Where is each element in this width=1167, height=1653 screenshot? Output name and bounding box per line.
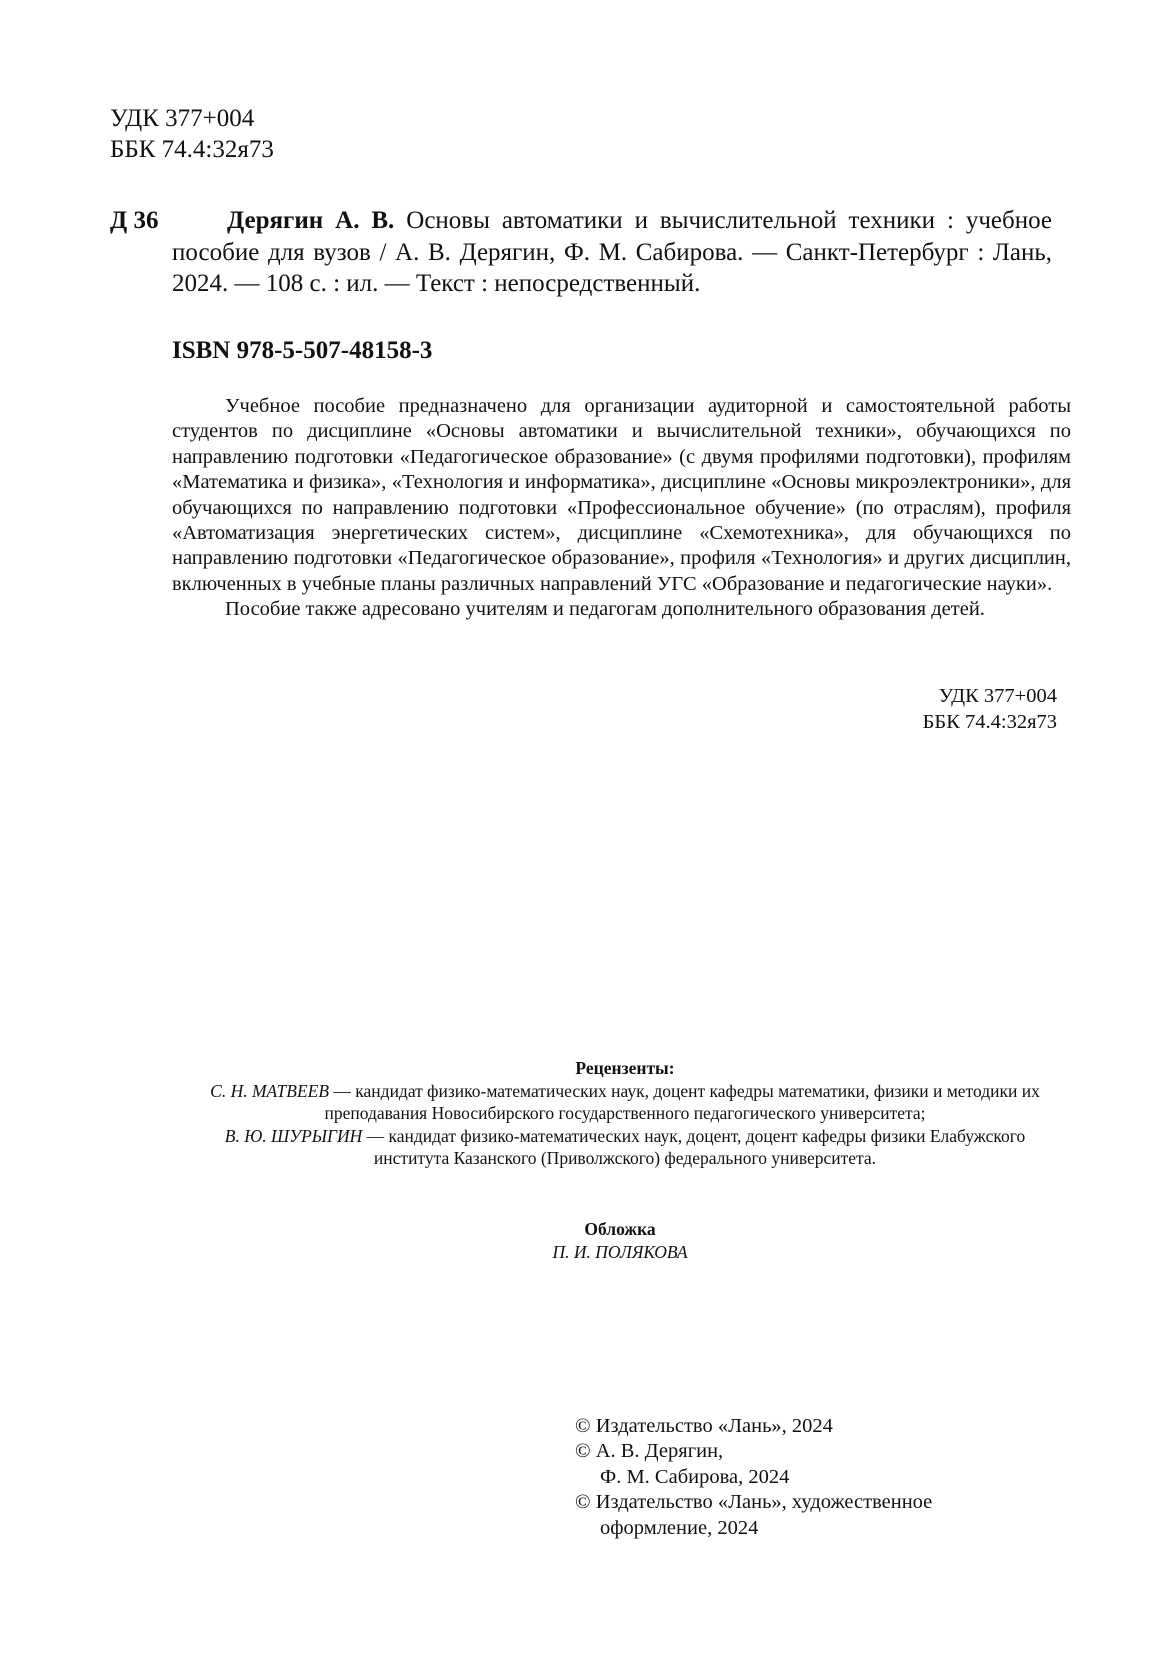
citation-text: Основы автоматики и вычислительной техники : учебное пособие для вузов / А. В. Дерягин, Ф. М. Сабирова. — Санкт-Петербург : Лань, 2024. — 108 с. : ил. — Текст : непосредственный.	[172, 207, 1053, 297]
abstract	[172, 394, 1071, 623]
bbk-code: ББК 74.4:32я73	[922, 710, 1057, 733]
reviewer-name: С. Н. МАТВЕЕВ	[210, 1080, 330, 1101]
bbk-code: ББК 74.4:32я73	[110, 136, 274, 163]
reviewer-entry	[200, 1080, 1050, 1125]
copyright-block	[575, 1414, 995, 1541]
copyright-line: © А. В. Дерягин,	[575, 1440, 724, 1463]
footer-classification-codes	[700, 684, 1057, 735]
udk-code: УДК 377+004	[110, 105, 255, 132]
copyright-line: Ф. М. Сабирова, 2024	[600, 1465, 790, 1488]
cover-credit	[420, 1218, 820, 1263]
isbn: ISBN 978-5-507-48158-3	[172, 337, 433, 364]
abstract-paragraph: Пособие также адресовано учителям и педагогам дополнительного образования детей.	[225, 598, 985, 621]
reviewer-name: В. Ю. ШУРЫГИН	[224, 1125, 363, 1146]
citation-author: Дерягин А. В.	[227, 207, 395, 234]
copyright-line: © Издательство «Лань», 2024	[575, 1415, 833, 1437]
reviewers-heading: Рецензенты:	[575, 1058, 675, 1078]
cover-designer-name: П. И. ПОЛЯКОВА	[552, 1241, 688, 1262]
abstract-paragraph: Учебное пособие предназначено для организации аудиторной и самостоятельной работы студентов по дисциплине «Основы автоматики и вычислительной техники», обучающихся по направлению подготовки «Педагогическое образование» (с двумя профилями подготовки), профилям «Математика и физика», «Технология и информатика», дисциплине «Основы микроэлектроники», для обучающихся по направлению подготовки «Профессиональное обучение» (по отраслям), профиля «Автоматизация энергетических систем», дисциплине «Схемотехника», для обучающихся по направлению подготовки «Педагогическое образование», профиля «Технология» и других дисциплин, включенных в учебные планы различных направлений УГС «Образование и педагогические науки».	[172, 395, 1071, 595]
bibliographic-citation	[172, 205, 1052, 300]
author-mark: Д 36	[110, 207, 159, 234]
cover-heading: Обложка	[584, 1219, 656, 1239]
copyright-line: оформление, 2024	[600, 1516, 759, 1539]
reviewer-description: — кандидат физико-математических наук, доцент, доцент кафедры физики Елабужского института Казанского (Приволжского) федерального университета.	[362, 1125, 1026, 1169]
reviewer-description: — кандидат физико-математических наук, доцент кафедры математики, физики и методики их преподавания Новосибирского государственного педагогического университета;	[324, 1080, 1040, 1124]
classification-codes	[110, 103, 274, 165]
reviewer-entry	[200, 1125, 1050, 1170]
copyright-line: © Издательство «Лань», художественное	[575, 1491, 933, 1514]
reviewers-section	[200, 1057, 1050, 1170]
udk-code: УДК 377+004	[938, 685, 1057, 707]
